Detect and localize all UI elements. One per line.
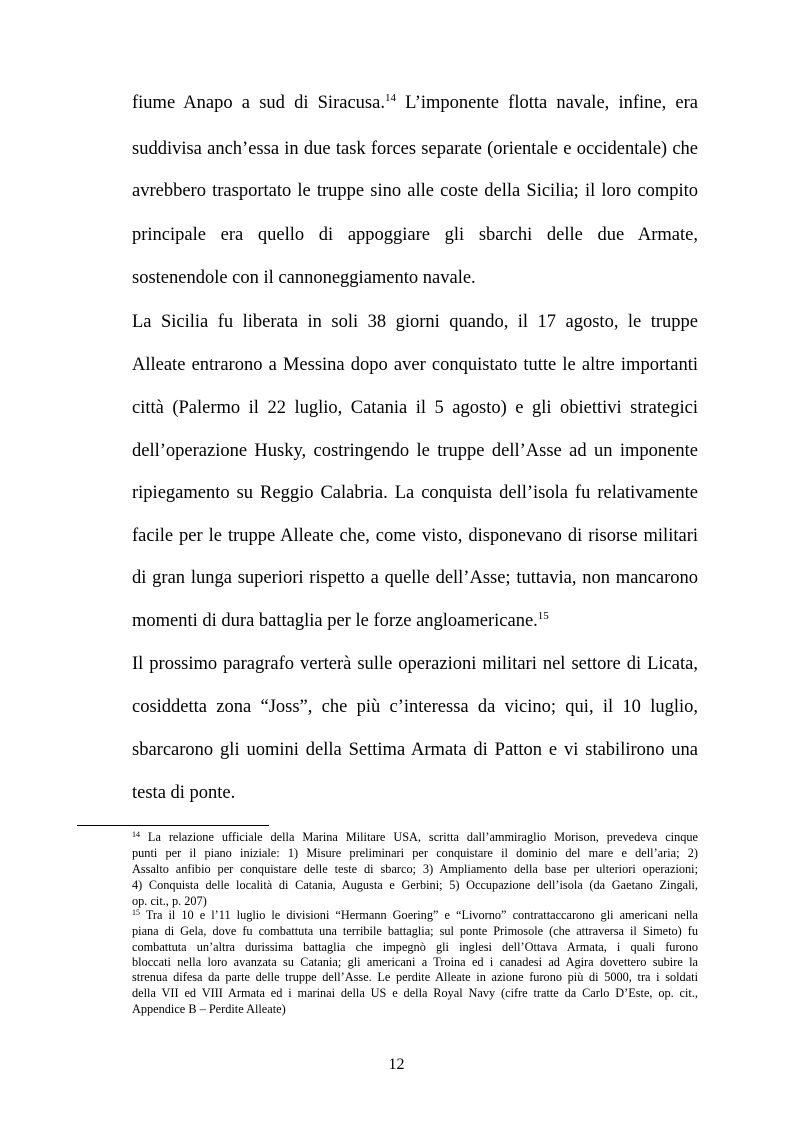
text-line: fiume Anapo a sud di Siracusa.$^{14}$ L’imponente flotta navale, infine, era (132, 92, 698, 113)
text-line: Il prossimo paragrafo verterà sulle operazioni militari nel settore di Licata, (132, 654, 698, 674)
footnote-separator (77, 825, 269, 826)
text-line: dell’operazione Husky, costringendo le truppe dell’Asse ad un imponente (132, 441, 698, 461)
footnote-line: piana di Gela, dove fu combattuta una terribile battaglia; sul ponte Primosole (che attraversa il Simeto) fu (132, 924, 698, 938)
footnote-line: Assalto anfibio per conquistare delle teste di sbarco; 3) Ampliamento della base per ulteriori operazioni; (132, 862, 698, 876)
footnote-line: Appendice B – Perdite Alleate) (132, 1002, 286, 1016)
text-line: La Sicilia fu liberata in soli 38 giorni quando, il 17 agosto, le truppe (132, 312, 698, 332)
footnote-ref[interactable]: 15 (537, 610, 549, 622)
text-line: cosiddetta zona “Joss”, che più c’interessa da vicino; qui, il 10 luglio, (132, 697, 698, 717)
page-number: 12 (388, 1056, 405, 1073)
footnote-line: bloccati nella loro avanzata su Catania; gli americani a Troina ed i canadesi ad Agira dovettero subire la (132, 955, 698, 969)
text-line: suddivisa anch’essa in due task forces separate (orientale e occidentale) che (132, 139, 698, 159)
text-line: ripiegamento su Reggio Calabria. La conquista dell’isola fu relativamente (132, 483, 698, 503)
footnote-line: op. cit., p. 207) (132, 894, 207, 908)
text-line: sbarcarono gli uomini della Settima Armata di Patton e vi stabilirono una (132, 740, 698, 760)
text-line: città (Palermo il 22 luglio, Catania il 5 agosto) e gli obiettivi strategici (132, 398, 698, 418)
text-line: di gran lunga superiori rispetto a quelle dell’Asse; tuttavia, non mancarono (132, 568, 698, 588)
footnote-line: punti per il piano iniziale: 1) Misure preliminari per conquistare il dominio del mare e dell’aria; 2) (132, 846, 698, 860)
text-line: testa di ponte. (132, 783, 236, 803)
footnote-line: strenua difesa da parte delle truppe dell’Asse. Le perdite Alleate in azione furono più di 5000, tra i soldati (132, 970, 698, 984)
text-line: principale era quello di appoggiare gli sbarchi delle due Armate, (132, 225, 698, 245)
footnote-line: $^{14}$ La relazione ufficiale della Marina Militare USA, scritta dall’ammiraglio Morison, prevedeva cinque (132, 830, 698, 844)
footnote-line: 4) Conquista delle località di Catania, Augusta e Gerbini; 5) Occupazione dell’isola (da Gaetano Zingali, (132, 878, 698, 892)
footnote-line: combattuta un’altra durissima battaglia che impegnò gli inglesi dell’Ottava Armata, i quali furono (132, 940, 698, 954)
text-line: facile per le truppe Alleate che, come visto, disponevano di risorse militari (132, 526, 698, 546)
text-line: avrebbero trasportato le truppe sino alle coste della Sicilia; il loro compito (132, 181, 698, 201)
text-line: sostenendole con il cannoneggiamento navale. (132, 268, 476, 288)
text-line: Alleate entrarono a Messina dopo aver conquistato tutte le altre importanti (132, 355, 698, 375)
text-line: momenti di dura battaglia per le forze angloamericane.$^{15}$ (132, 610, 549, 631)
footnote-line: della VII ed VIII Armata ed i marinai della US e della Royal Navy (cifre tratte da Carlo D’Este, op. cit., (132, 986, 698, 1000)
footnote-line: $^{15}$ Tra il 10 e l’11 luglio le divisioni “Hermann Goering” e “Livorno” contrattaccarono gli americani nella (132, 908, 698, 922)
footnote-ref[interactable]: 14 (384, 92, 396, 104)
